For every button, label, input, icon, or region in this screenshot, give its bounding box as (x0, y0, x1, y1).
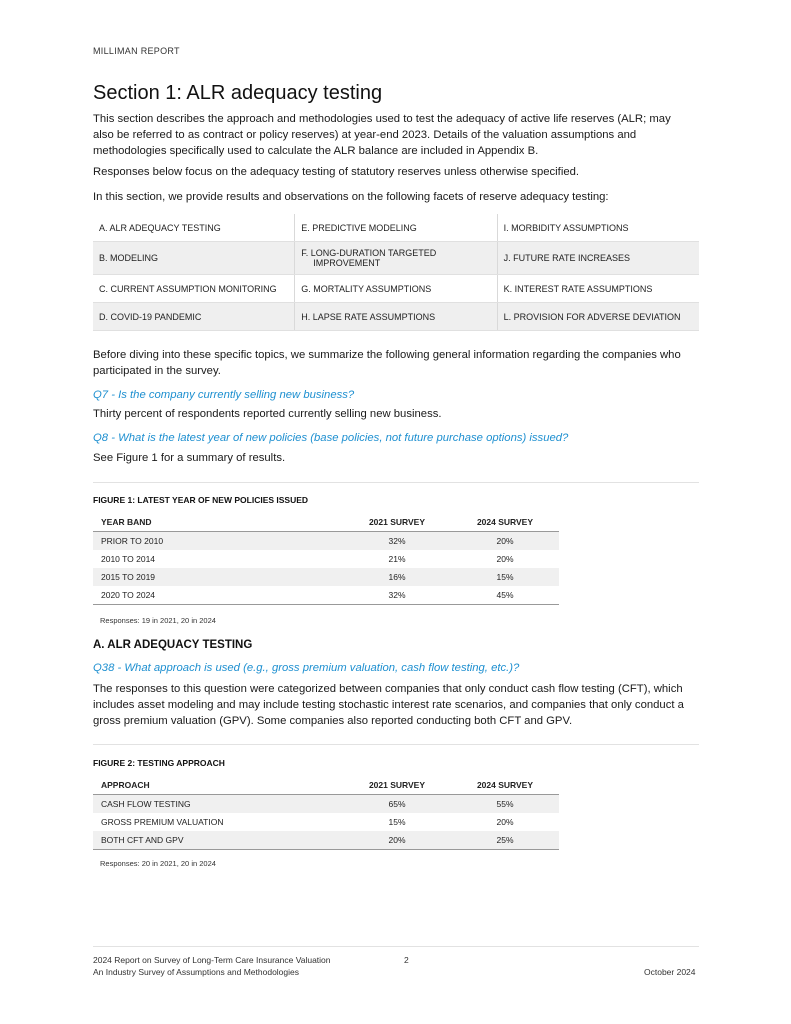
facets-table (93, 214, 699, 331)
facet-cell: K. INTEREST RATE ASSUMPTIONS (497, 275, 699, 303)
column-header: APPROACH (93, 776, 343, 795)
footer-report-title: 2024 Report on Survey of Long-Term Care Insurance Valuation (93, 955, 331, 965)
facet-line: IMPROVEMENT (313, 258, 381, 268)
question-q7: Q7 - Is the company currently selling new business? (93, 389, 355, 401)
table-cell: 25% (451, 831, 559, 850)
table-row (93, 532, 559, 551)
facet-cell: J. FUTURE RATE INCREASES (497, 242, 699, 275)
table-cell: 55% (451, 795, 559, 814)
section-a-paragraph: The responses to this question were categorized between companies that only conduct cash flow testing (CFT), which includes asset modeling and may include testing stochastic interest rate scenarios, and companies that only conduct a gross premium valuation (GPV). Some companies also reported conducting both CFT and GPV. (93, 683, 684, 727)
table-cell: 32% (343, 532, 451, 551)
footer-report-subtitle: An Industry Survey of Assumptions and Methodologies (93, 967, 300, 977)
table-cell: PRIOR TO 2010 (93, 532, 343, 551)
facet-cell: A. ALR ADEQUACY TESTING (93, 214, 295, 242)
table-header-row (93, 776, 559, 795)
figure2-table (93, 776, 559, 850)
facet-cell: C. CURRENT ASSUMPTION MONITORING (93, 275, 295, 303)
table-row (93, 813, 559, 831)
table-row (93, 831, 559, 850)
general-info-paragraph: Before diving into these specific topics, we summarize the following general information regarding the companies who participated in the survey. (93, 349, 681, 377)
table-cell: 15% (451, 568, 559, 586)
column-header: 2021 SURVEY (343, 776, 451, 795)
table-cell: GROSS PREMIUM VALUATION (101, 817, 224, 827)
table-cell: 20% (496, 817, 514, 827)
facets-row (93, 242, 699, 275)
table-cell: 20% (343, 831, 451, 850)
facet-line: F. LONG-DURATION TARGETED (301, 248, 437, 258)
table-cell: 15% (388, 817, 406, 827)
figure2-title: FIGURE 2: TESTING APPROACH (93, 758, 225, 768)
facets-row (93, 214, 699, 242)
table-cell: 65% (343, 795, 451, 814)
table-cell: 2015 TO 2019 (93, 568, 343, 586)
question-q38: Q38 - What approach is used (e.g., gross premium valuation, cash flow testing, etc.)? (93, 662, 520, 674)
table-cell: 20% (451, 532, 559, 551)
table-cell: BOTH CFT AND GPV (93, 831, 343, 850)
table-cell: 2020 TO 2024 (93, 586, 343, 605)
column-header: 2024 SURVEY (451, 776, 559, 795)
answer-q8: See Figure 1 for a summary of results. (93, 452, 286, 464)
facet-cell: H. LAPSE RATE ASSUMPTIONS (295, 303, 497, 331)
facet-cell: L. PROVISION FOR ADVERSE DEVIATION (497, 303, 699, 331)
answer-q7: Thirty percent of respondents reported currently selling new business. (93, 408, 442, 420)
footer-date: October 2024 (644, 967, 696, 977)
divider (93, 482, 699, 483)
figure1-note: Responses: 19 in 2021, 20 in 2024 (100, 616, 216, 625)
divider (93, 744, 699, 745)
table-row (93, 568, 559, 586)
table-cell: 32% (343, 586, 451, 605)
footer-divider (93, 946, 699, 947)
table-cell: 21% (388, 554, 406, 564)
facet-cell: E. PREDICTIVE MODELING (295, 214, 497, 242)
figure2-note: Responses: 20 in 2021, 20 in 2024 (100, 859, 216, 868)
facets-row (93, 303, 699, 331)
column-header: 2024 SURVEY (451, 513, 559, 532)
section-a-heading: A. ALR ADEQUACY TESTING (93, 639, 253, 651)
scope-paragraph: Responses below focus on the adequacy testing of statutory reserves unless otherwise specified. (93, 166, 580, 178)
facet-cell: B. MODELING (93, 242, 295, 275)
facet-cell: G. MORTALITY ASSUMPTIONS (295, 275, 497, 303)
table-cell: CASH FLOW TESTING (93, 795, 343, 814)
table-cell: 2010 TO 2014 (101, 554, 156, 564)
facets-row (93, 275, 699, 303)
table-cell: 16% (343, 568, 451, 586)
running-header: MILLIMAN REPORT (93, 46, 180, 56)
table-header-row (93, 513, 559, 532)
column-header: 2021 SURVEY (343, 513, 451, 532)
figure1-title: FIGURE 1: LATEST YEAR OF NEW POLICIES ISSUED (93, 495, 309, 505)
table-row (93, 550, 559, 568)
table-row (93, 586, 559, 605)
figure1-table (93, 513, 559, 605)
facet-cell: D. COVID-19 PANDEMIC (93, 303, 295, 331)
intro-paragraph: This section describes the approach and methodologies used to test the adequacy of active life reserves (ALR; may also be referred to as contract or policy reserves) at year-end 2023. Details of the valuation assumptions and methodologies specifically used to calculate the ALR balance are included in Appendix B. (93, 113, 671, 157)
page-number: 2 (404, 955, 409, 965)
facet-cell: I. MORBIDITY ASSUMPTIONS (497, 214, 699, 242)
table-cell: 45% (451, 586, 559, 605)
facet-cell-multiline (295, 242, 497, 275)
section-title: Section 1: ALR adequacy testing (93, 82, 383, 104)
table-cell: 20% (496, 554, 514, 564)
question-q8: Q8 - What is the latest year of new policies (base policies, not future purchase options) issued? (93, 432, 569, 444)
table-row (93, 795, 559, 814)
facets-intro-paragraph: In this section, we provide results and observations on the following facets of reserve adequacy testing: (93, 191, 609, 203)
column-header: YEAR BAND (93, 513, 343, 532)
